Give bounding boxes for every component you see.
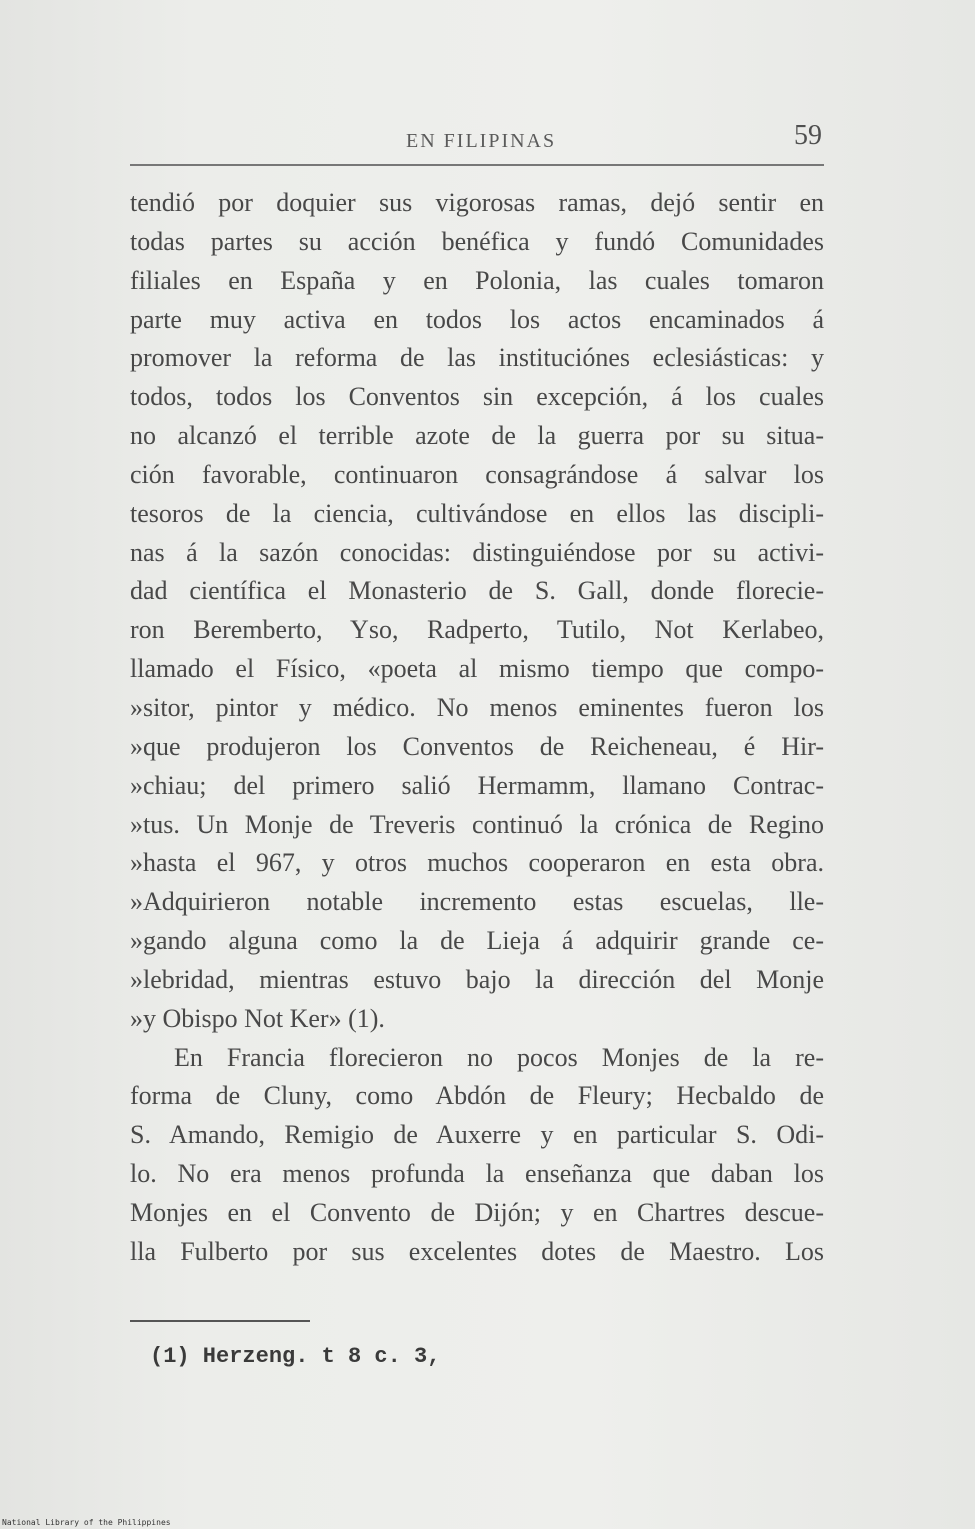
text-line: »sitor, pintor y médico. No menos eminentes fueron los <box>130 692 824 722</box>
text-line: »chiau; del primero salió Hermamm, llamano Contrac- <box>130 770 824 800</box>
text-line: forma de Cluny, como Abdón de Fleury; Hecbaldo de <box>130 1081 824 1111</box>
text-line: En Francia florecieron no pocos Monjes de la re- <box>174 1042 824 1072</box>
page-number: 59 <box>794 120 822 151</box>
text-line: llamado el Físico, «poeta al mismo tiempo que compo- <box>130 654 824 684</box>
text-line: lla Fulberto por sus excelentes dotes de Maestro. Los <box>130 1236 824 1266</box>
text-line: filiales en España y en Polonia, las cuales tomaron <box>130 265 824 295</box>
text-line: Monjes en el Convento de Dijón; y en Chartres descue- <box>130 1197 824 1227</box>
page-header <box>130 118 824 158</box>
footnote: (1) Herzeng. t 8 c. 3, <box>150 1344 441 1369</box>
text-line: dad científica el Monasterio de S. Gall, donde florecie- <box>130 576 824 606</box>
text-line: ron Beremberto, Yso, Radperto, Tutilo, Not Kerlabeo, <box>130 615 824 645</box>
text-line: »tus. Un Monje de Treveris continuó la crónica de Regino <box>130 809 824 839</box>
text-line: S. Amando, Remigio de Auxerre y en particular S. Odi- <box>130 1120 824 1150</box>
text-line: »y Obispo Not Ker» (1). <box>130 1003 385 1033</box>
running-head: EN FILIPINAS <box>406 130 557 152</box>
text-line: »gando alguna como la de Lieja á adquirir grande ce- <box>130 926 824 956</box>
text-line: no alcanzó el terrible azote de la guerra por su situa- <box>130 421 824 451</box>
library-credit: National Library of the Philippines <box>2 1518 171 1527</box>
text-line: ción favorable, continuaron consagrándose á salvar los <box>130 459 824 489</box>
text-line: tendió por doquier sus vigorosas ramas, dejó sentir en <box>130 188 824 217</box>
text-line: »hasta el 967, y otros muchos cooperaron en esta obra. <box>130 848 824 878</box>
text-line: »Adquirieron notable incremento estas escuelas, lle- <box>130 887 824 917</box>
text-line: todos, todos los Conventos sin excepción, á los cuales <box>130 382 824 412</box>
text-line: tesoros de la ciencia, cultivándose en ellos las discipli- <box>130 498 824 528</box>
text-line: »que produjeron los Conventos de Reicheneau, é Hir- <box>130 731 824 761</box>
text-line: lo. No era menos profunda la enseñanza que daban los <box>130 1159 824 1189</box>
text-line: parte muy activa en todos los actos encaminados á <box>130 304 824 334</box>
text-line: todas partes su acción benéfica y fundó Comunidades <box>130 226 824 256</box>
text-line: nas á la sazón conocidas: distinguiéndose por su activi- <box>130 537 824 567</box>
header-rule <box>130 164 824 166</box>
text-line: »lebridad, mientras estuvo bajo la dirección del Monje <box>130 964 824 994</box>
footnote-rule <box>130 1320 310 1322</box>
text-line: promover la reforma de las instituciónes eclesiásticas: y <box>130 343 824 373</box>
body-text <box>130 184 824 1272</box>
